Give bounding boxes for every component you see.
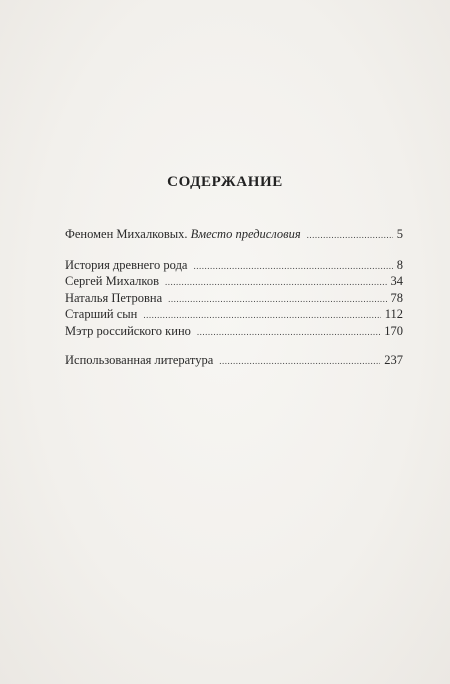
toc-page-number: 8 bbox=[396, 257, 403, 272]
toc-page-number: 78 bbox=[390, 290, 403, 305]
toc-entry-5 bbox=[65, 306, 403, 323]
toc-entry-title: Мэтр российского кино bbox=[65, 323, 191, 338]
toc-page-number: 237 bbox=[384, 352, 403, 367]
section-gap bbox=[65, 340, 403, 352]
toc-entry-1 bbox=[65, 226, 403, 243]
toc-entry-3 bbox=[65, 273, 403, 290]
toc-entry-title-italic: Вместо предисловия bbox=[190, 227, 301, 241]
toc-dot-leader bbox=[197, 324, 380, 341]
toc-entry-2 bbox=[65, 257, 403, 274]
toc-dot-leader bbox=[193, 258, 392, 275]
toc-dot-leader bbox=[165, 274, 387, 291]
page-title: СОДЕРЖАНИЕ bbox=[167, 174, 283, 190]
toc-page-number: 5 bbox=[396, 227, 403, 241]
toc-entry-title: Старший сын bbox=[65, 307, 138, 322]
toc-entry-title-main: Феномен Михалковых. bbox=[65, 227, 191, 241]
table-of-contents bbox=[65, 226, 403, 368]
toc-entry-7 bbox=[65, 352, 403, 369]
toc-entry-title: Использованная литература bbox=[65, 352, 214, 367]
toc-entry-title: История древнего рода bbox=[65, 257, 188, 272]
toc-dot-leader bbox=[168, 291, 386, 308]
toc-entry-4 bbox=[65, 290, 403, 307]
toc-entry-6 bbox=[65, 323, 403, 340]
toc-page-number: 170 bbox=[384, 323, 403, 338]
toc-dot-leader bbox=[143, 307, 380, 324]
toc-page-number: 34 bbox=[390, 274, 403, 289]
toc-entry-title: Сергей Михалков bbox=[65, 274, 159, 289]
section-gap bbox=[65, 243, 403, 257]
toc-dot-leader bbox=[307, 227, 393, 244]
toc-entry-title: Наталья Петровна bbox=[65, 290, 163, 305]
toc-entry-title bbox=[65, 226, 307, 243]
toc-page-number: 112 bbox=[384, 307, 403, 322]
toc-dot-leader bbox=[219, 353, 380, 370]
